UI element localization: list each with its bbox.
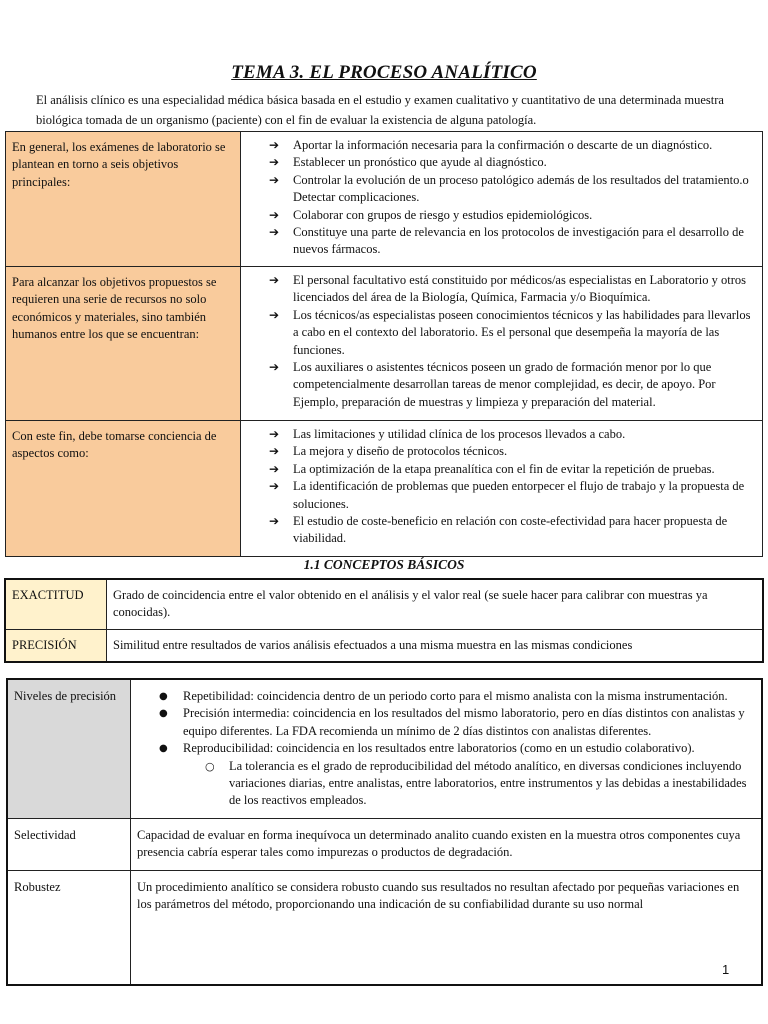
precision-table xyxy=(6,678,763,986)
row-label: En general, los exámenes de laboratorio se plantean en torno a seis objetivos principales: xyxy=(6,132,241,267)
precision-levels-content xyxy=(131,679,763,818)
list-item: ➔ Establecer un pronóstico que ayude al diagnóstico. xyxy=(269,154,754,171)
list-item: ➔ La identificación de problemas que pueden entorpecer el flujo de trabajo y la propuesta de soluciones. xyxy=(269,478,754,513)
row-content xyxy=(241,267,763,421)
table-row xyxy=(6,267,763,421)
section-title: 1.1 CONCEPTOS BÁSICOS xyxy=(303,557,465,572)
list-item: ➔ Aportar la información necesaria para la confirmación o descarte de un diagnóstico. xyxy=(269,137,754,154)
table-row xyxy=(6,421,763,557)
row-content xyxy=(241,132,763,267)
list-item: ➔ Constituye una parte de relevancia en los protocolos de investigación para el desarrollo de nuevos fármacos. xyxy=(269,224,754,259)
list-item-text: Reproducibilidad: coincidencia en los resultados entre laboratorios (como en un estudio colaborativo). xyxy=(183,741,695,756)
concept-definition: Similitud entre resultados de varios análisis efectuados a una misma muestra en las mismas condiciones xyxy=(107,629,764,662)
table-row xyxy=(7,679,762,818)
robustness-definition: Un procedimiento analítico se considera robusto cuando sus resultados no resultan afectado por pequeñas variaciones en los parámetros del método, proporcionando una indicación de su confiabilidad durante su uso normal xyxy=(131,870,763,985)
list-item: ➔ Colaborar con grupos de riesgo y estudios epidemiológicos. xyxy=(269,207,754,224)
intro-paragraph: El análisis clínico es una especialidad médica básica basada en el estudio y examen cualitativo y cuantitativo de una determinada muestra biológica tomada de un organismo (paciente) con el fin de evaluar la existencia de alguna patología. xyxy=(36,93,724,127)
precision-levels-term: Niveles de precisión xyxy=(7,679,131,818)
sub-list-item: ○ La tolerancia es el grado de reproducibilidad del método analítico, en diversas condiciones incluyendo variaciones diarias, entre analistas, entre laboratorios, entre instrumentos y las debidas a inestabilidades de los reactivos empleados. xyxy=(229,758,755,810)
page-number: 1 xyxy=(722,962,730,977)
list-item: ➔ Los auxiliares o asistentes técnicos poseen un grado de formación menor por lo que competencialmente desarrollan tareas de menor complejidad, es decir, de apoyo. Por Ejemplo, preparación de muestras y limpieza y preparación del material. xyxy=(269,359,754,411)
table-row xyxy=(7,818,762,870)
row-label: Con este fin, debe tomarse conciencia de aspectos como: xyxy=(6,421,241,557)
arrow-list xyxy=(269,426,754,548)
table-row xyxy=(6,132,763,267)
list-item: ➔ La optimización de la etapa preanalítica con el fin de evitar la repetición de pruebas. xyxy=(269,461,754,478)
list-item xyxy=(183,740,755,810)
selectivity-definition: Capacidad de evaluar en forma inequívoca un determinado analito cuando existen en la muestra otros componentes cuya presencia cabría esperar tales como impurezas o productos de degradación. xyxy=(131,818,763,870)
arrow-list xyxy=(269,272,754,411)
row-content xyxy=(241,421,763,557)
bullet-list xyxy=(137,688,755,810)
selectivity-term: Selectividad xyxy=(7,818,131,870)
arrow-list xyxy=(269,137,754,259)
concepts-table xyxy=(4,578,764,663)
list-item: ● Repetibilidad: coincidencia dentro de un periodo corto para el mismo analista con la misma instrumentación. xyxy=(183,688,755,705)
list-item: ➔ Los técnicos/as especialistas poseen conocimientos técnicos y las habilidades para llevarlos a cabo en el contexto del laboratorio. Es el personal que desempeña la mayoría de las funciones. xyxy=(269,307,754,359)
table-row xyxy=(5,579,763,629)
row-label: Para alcanzar los objetivos propuestos se requieren una serie de recursos no solo económicos y materiales, sino también humanos entre los que se encuentran: xyxy=(6,267,241,421)
concept-term: EXACTITUD xyxy=(5,579,107,629)
list-item: ● Precisión intermedia: coincidencia en los resultados del mismo laboratorio, pero en días distintos con analistas y equipo diferentes. La FDA recomienda un mínimo de 2 días distintos con analistas diferentes. xyxy=(183,705,755,740)
list-item: ➔ El personal facultativo está constituido por médicos/as especialistas en Laboratorio y otros licenciados del área de la Biología, Química, Farmacia y/o Bioquímica. xyxy=(269,272,754,307)
list-item: ➔ El estudio de coste-beneficio en relación con coste-efectividad para hacer propuesta de viabilidad. xyxy=(269,513,754,548)
list-item: ➔ La mejora y diseño de protocolos técnicos. xyxy=(269,443,754,460)
concept-definition: Grado de coincidencia entre el valor obtenido en el análisis y el valor real (se suele hacer para calibrar con muestras ya conocidas). xyxy=(107,579,764,629)
sub-bullet-list xyxy=(183,758,755,810)
table-row xyxy=(7,870,762,985)
list-item: ➔ Controlar la evolución de un proceso patológico además de los resultados del tratamiento.o Detectar complicaciones. xyxy=(269,172,754,207)
list-item: ➔ Las limitaciones y utilidad clínica de los procesos llevados a cabo. xyxy=(269,426,754,443)
concept-term: PRECISIÓN xyxy=(5,629,107,662)
objectives-table xyxy=(5,131,763,557)
table-row xyxy=(5,629,763,662)
page-title: TEMA 3. EL PROCESO ANALÍTICO xyxy=(231,62,537,83)
robustness-term: Robustez xyxy=(7,870,131,985)
